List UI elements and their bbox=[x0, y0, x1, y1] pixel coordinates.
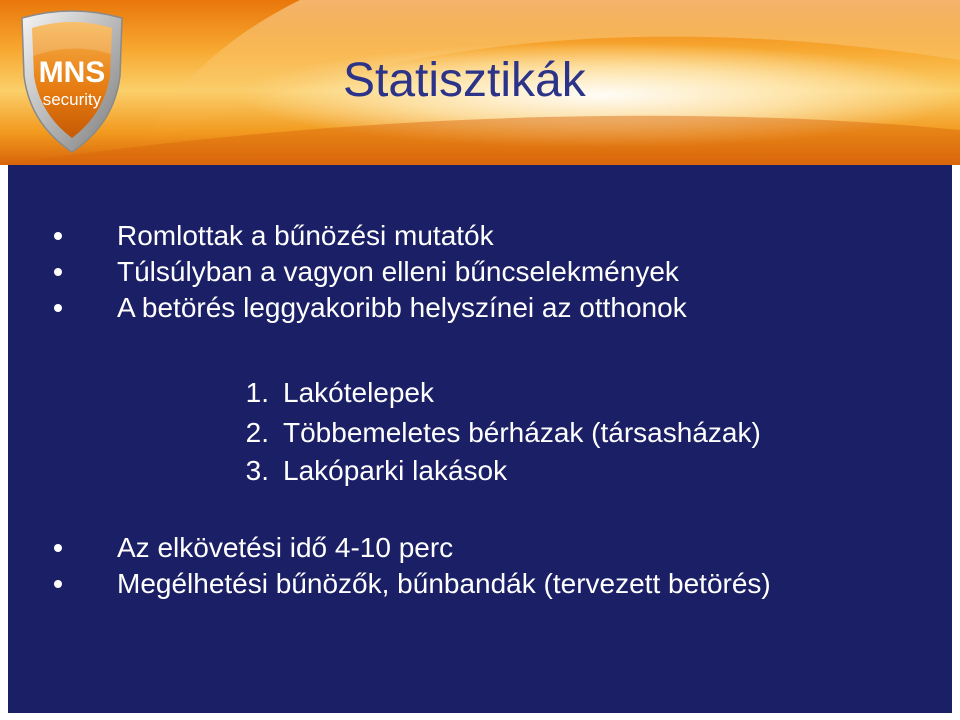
bullet-item: Romlottak a bűnözési mutatók bbox=[117, 220, 494, 251]
bullet-dot bbox=[54, 304, 62, 312]
bullet-dot bbox=[54, 232, 62, 240]
logo-text-security: security bbox=[42, 90, 102, 109]
bullet-dot bbox=[54, 544, 62, 552]
bullet-item: Megélhetési bűnözők, bűnbandák (tervezett betörés) bbox=[117, 568, 771, 599]
item-text: Lakótelepek bbox=[283, 377, 435, 408]
header-banner bbox=[0, 0, 960, 165]
item-text: Lakóparki lakások bbox=[283, 455, 508, 486]
bullet-dot bbox=[54, 580, 62, 588]
logo-text-mns: MNS bbox=[38, 56, 106, 89]
bullet-item: Az elkövetési idő 4-10 perc bbox=[117, 532, 454, 563]
mns-security-shield-logo bbox=[8, 6, 136, 156]
slide-title: Statisztikák bbox=[343, 54, 586, 107]
bullet-dot bbox=[54, 268, 62, 276]
item-text: Többemeletes bérházak (társasházak) bbox=[283, 417, 761, 448]
bullet-item: Túlsúlyban a vagyon elleni bűncselekmények bbox=[117, 256, 679, 287]
item-number: 3. bbox=[245, 455, 269, 486]
item-number: 2. bbox=[245, 417, 269, 448]
numbered-item bbox=[233, 454, 507, 488]
numbered-item bbox=[233, 416, 761, 450]
bullet-item: A betörés leggyakoribb helyszínei az otthonok bbox=[117, 292, 687, 323]
numbered-item bbox=[233, 376, 434, 410]
item-number: 1. bbox=[245, 377, 269, 408]
